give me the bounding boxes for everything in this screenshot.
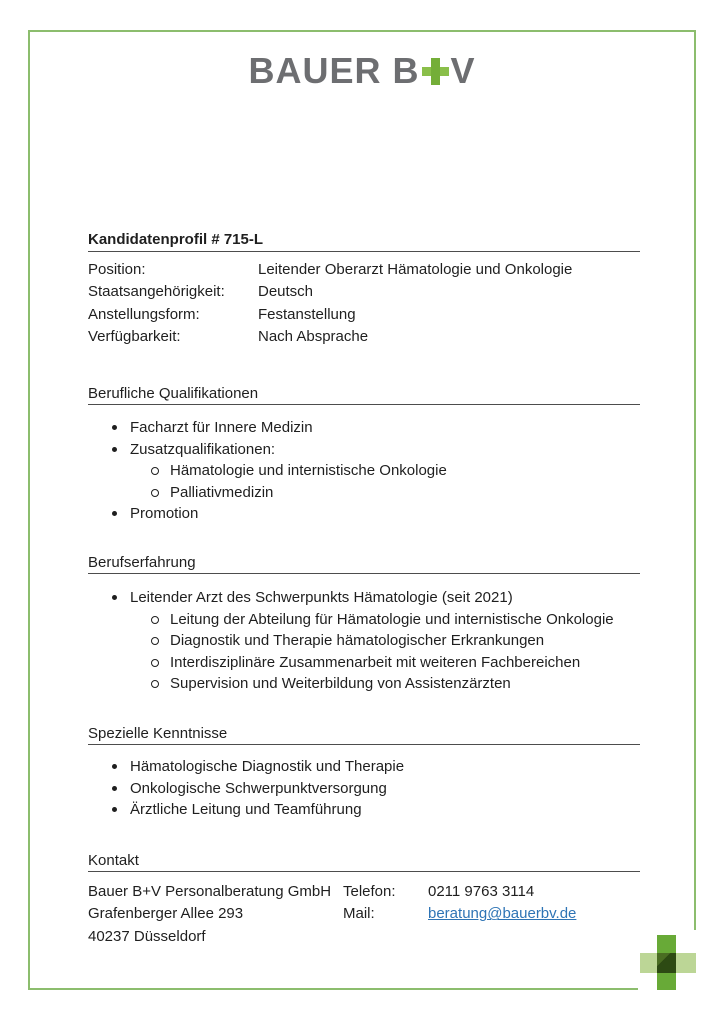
logo-text-right: V <box>450 50 476 91</box>
contact-detail-value: 0211 9763 3114 <box>428 883 535 900</box>
field-row <box>88 326 640 348</box>
bullet-text: Facharzt für Innere Medizin <box>130 419 313 436</box>
sub-bullet-icon <box>151 680 159 688</box>
sub-bullet-icon <box>151 637 159 645</box>
bullet-item <box>88 587 640 609</box>
field-row <box>88 281 640 303</box>
logo-plus-icon <box>422 58 449 85</box>
section-heading-berufserfahrung: Berufserfahrung <box>88 554 640 574</box>
page-border-top <box>28 30 696 32</box>
field-row <box>88 304 640 326</box>
sub-bullet-text: Supervision und Weiterbildung von Assistenzärzten <box>170 675 511 693</box>
bullet-icon <box>112 425 117 430</box>
section-heading-kontakt: Kontakt <box>88 852 640 872</box>
profile-title <box>88 231 640 252</box>
profile-fields <box>88 259 640 349</box>
field-value: Nach Absprache <box>258 328 369 346</box>
sub-bullet-icon <box>151 659 159 667</box>
brand-cross-icon <box>640 935 696 990</box>
field-value: Leitender Oberarzt Hämatologie und Onkologie <box>258 261 573 278</box>
address-line: 40237 Düsseldorf <box>88 927 206 945</box>
experience-list <box>88 587 640 695</box>
contact-detail-row <box>343 881 576 903</box>
bullet-text: Hämatologische Diagnostik und Therapie <box>130 758 405 775</box>
bullet-icon <box>112 764 117 769</box>
bullet-text: Zusatzqualifikationen: <box>130 440 276 458</box>
section-heading-berufliche-qualifikationen: Berufliche Qualifikationen <box>88 385 640 405</box>
address-line: Bauer B+V Personalberatung GmbH <box>88 883 332 900</box>
contact-details <box>343 881 576 926</box>
bullet-icon <box>112 511 117 516</box>
field-label: Verfügbarkeit: <box>88 328 181 346</box>
bullet-item <box>88 778 640 800</box>
field-label: Anstellungsform: <box>88 305 200 323</box>
contact-detail-row <box>343 903 576 925</box>
sub-bullet-item <box>88 652 640 674</box>
sub-bullet-icon <box>151 489 159 497</box>
field-value: Deutsch <box>258 283 314 301</box>
skills-list <box>88 756 640 821</box>
contact-block <box>88 881 640 948</box>
bullet-text: Ärztliche Leitung und Teamführung <box>130 801 362 819</box>
sub-bullet-text: Diagnostik und Therapie hämatologischer Erkrankungen <box>170 632 545 650</box>
sub-bullet-text: Interdisziplinäre Zusammenarbeit mit weiteren Fachbereichen <box>170 653 581 671</box>
sub-bullet-icon <box>151 467 159 475</box>
contact-detail-label: Mail: <box>343 905 375 923</box>
cross-overlap <box>657 953 676 973</box>
bullet-icon <box>112 807 117 812</box>
address-line: Grafenberger Allee 293 <box>88 905 244 923</box>
bullet-item <box>88 756 640 778</box>
bullet-icon <box>112 786 117 791</box>
bullet-text: Leitender Arzt des Schwerpunkts Hämatologie (seit 2021) <box>130 589 513 606</box>
field-value: Festanstellung <box>258 305 356 323</box>
qualifications-list <box>88 417 640 525</box>
page-border-left <box>28 30 30 990</box>
sub-bullet-item <box>88 630 640 652</box>
sub-bullet-item <box>88 609 640 631</box>
page-border-bottom <box>28 988 638 990</box>
field-label: Position: <box>88 261 146 278</box>
sub-bullet-text: Leitung der Abteilung für Hämatologie und internistische Onkologie <box>170 610 614 628</box>
email-link[interactable]: beratung@bauerbv.de <box>428 905 577 923</box>
sub-bullet-item <box>88 673 640 695</box>
contact-detail-label: Telefon: <box>343 883 396 900</box>
sub-bullet-item <box>88 482 640 504</box>
sub-bullet-text: Hämatologie und internistische Onkologie <box>170 462 447 480</box>
profile-title-text: Kandidatenprofil # 715-L <box>88 231 264 248</box>
sub-bullet-text: Palliativmedizin <box>170 483 274 501</box>
field-label: Staatsangehörigkeit: <box>88 283 225 301</box>
bullet-item <box>88 439 640 461</box>
page-border-right <box>694 30 696 930</box>
bullet-text: Onkologische Schwerpunktversorgung <box>130 779 387 797</box>
sub-bullet-icon <box>151 616 159 624</box>
company-logo <box>0 50 724 92</box>
sub-bullet-item <box>88 460 640 482</box>
bullet-item <box>88 503 640 525</box>
section-heading-spezielle-kenntnisse: Spezielle Kenntnisse <box>88 725 640 745</box>
field-row <box>88 259 640 281</box>
bullet-icon <box>112 447 117 452</box>
bullet-text: Promotion <box>130 505 199 523</box>
bullet-icon <box>112 595 117 600</box>
logo-text-left: BAUER B <box>248 50 420 91</box>
bullet-item <box>88 417 640 439</box>
bullet-item <box>88 799 640 821</box>
